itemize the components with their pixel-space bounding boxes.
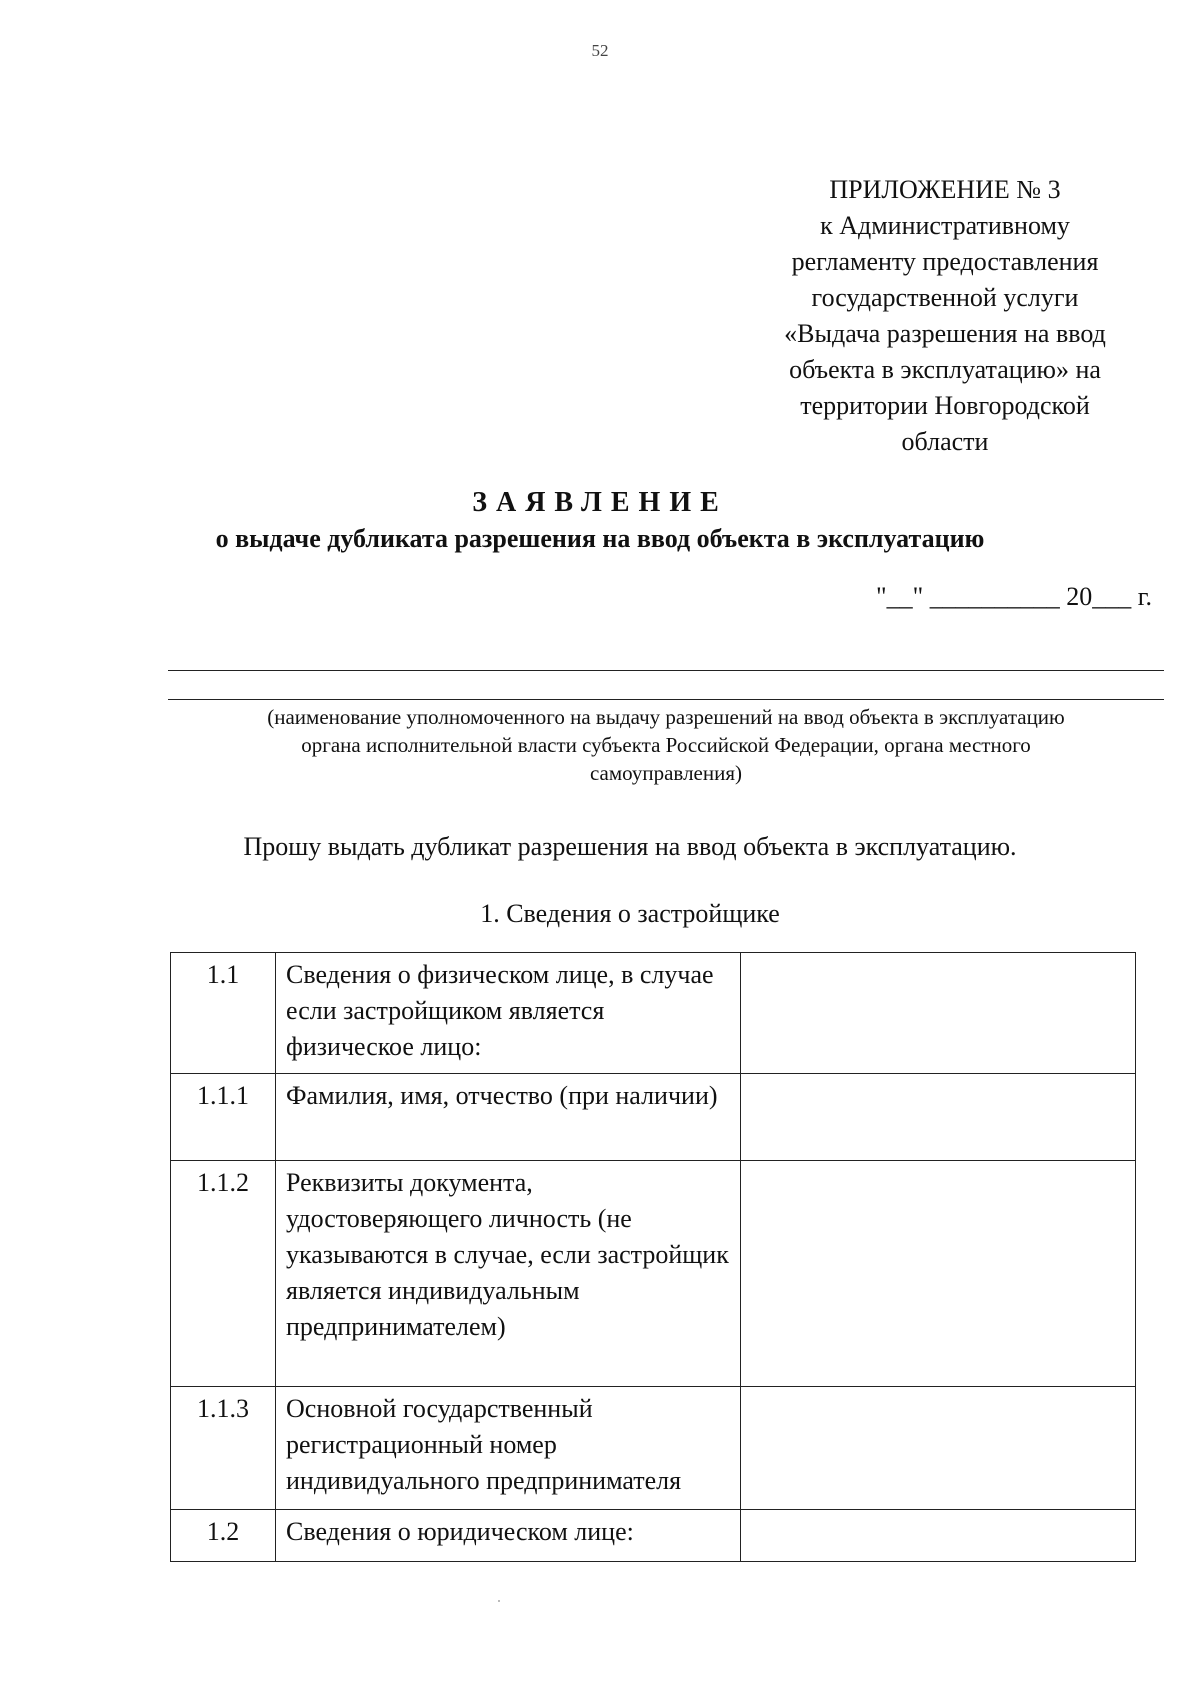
row-number: 1.1.1 <box>171 1074 276 1161</box>
table-row <box>171 1387 1136 1510</box>
row-label: Фамилия, имя, отчество (при наличии) <box>276 1074 741 1161</box>
developer-info-table <box>170 952 1136 1562</box>
row-value <box>741 953 1136 1074</box>
table-row <box>171 1510 1136 1562</box>
table-row <box>171 1161 1136 1387</box>
appendix-line: государственной услуги <box>811 283 1079 312</box>
authority-fill-line <box>168 699 1164 700</box>
document-title: ЗАЯВЛЕНИЕ <box>472 487 728 518</box>
appendix-line: регламенту предоставления <box>791 247 1099 276</box>
appendix-line: ПРИЛОЖЕНИЕ № 3 <box>829 175 1061 204</box>
document-subtitle: о выдаче дубликата разрешения на ввод объекта в эксплуатацию <box>215 524 985 553</box>
row-label: Сведения о физическом лице, в случае если застройщиком является физическое лицо: <box>276 953 741 1074</box>
row-number: 1.1.3 <box>171 1387 276 1510</box>
caption-line: (наименование уполномоченного на выдачу разрешений на ввод объекта в эксплуатацию <box>267 705 1065 729</box>
row-value <box>741 1161 1136 1387</box>
appendix-line: к Административному <box>820 211 1070 240</box>
appendix-header <box>770 172 1120 460</box>
authority-fill-line <box>168 670 1164 671</box>
authority-caption <box>168 703 1164 787</box>
request-text: Прошу выдать дубликат разрешения на ввод объекта в эксплуатацию. <box>243 832 1017 861</box>
row-number: 1.1.2 <box>171 1161 276 1387</box>
row-value <box>741 1387 1136 1510</box>
row-number: 1.2 <box>171 1510 276 1562</box>
table-row <box>171 1074 1136 1161</box>
row-value <box>741 1074 1136 1161</box>
caption-line: самоуправления) <box>589 761 742 785</box>
appendix-line: территории Новгородской <box>800 391 1090 420</box>
scan-speck <box>498 1600 500 1602</box>
row-label: Сведения о юридическом лице: <box>276 1510 741 1562</box>
appendix-line: объекта в эксплуатацию» на <box>789 355 1101 384</box>
appendix-line: «Выдача разрешения на ввод <box>784 319 1106 348</box>
caption-line: органа исполнительной власти субъекта Российской Федерации, органа местного <box>301 733 1031 757</box>
row-label: Реквизиты документа, удостоверяющего личность (не указываются в случае, если застройщик является индивидуальным предпринимателем) <box>276 1161 741 1387</box>
row-number: 1.1 <box>171 953 276 1074</box>
page-number: 52 <box>591 41 609 60</box>
section-heading: 1. Сведения о застройщике <box>480 899 780 928</box>
table-row <box>171 953 1136 1074</box>
row-label: Основной государственный регистрационный номер индивидуального предпринимателя <box>276 1387 741 1510</box>
row-value <box>741 1510 1136 1562</box>
date-field: "__" __________ 20___ г. <box>876 582 1152 611</box>
appendix-line: области <box>901 427 989 456</box>
